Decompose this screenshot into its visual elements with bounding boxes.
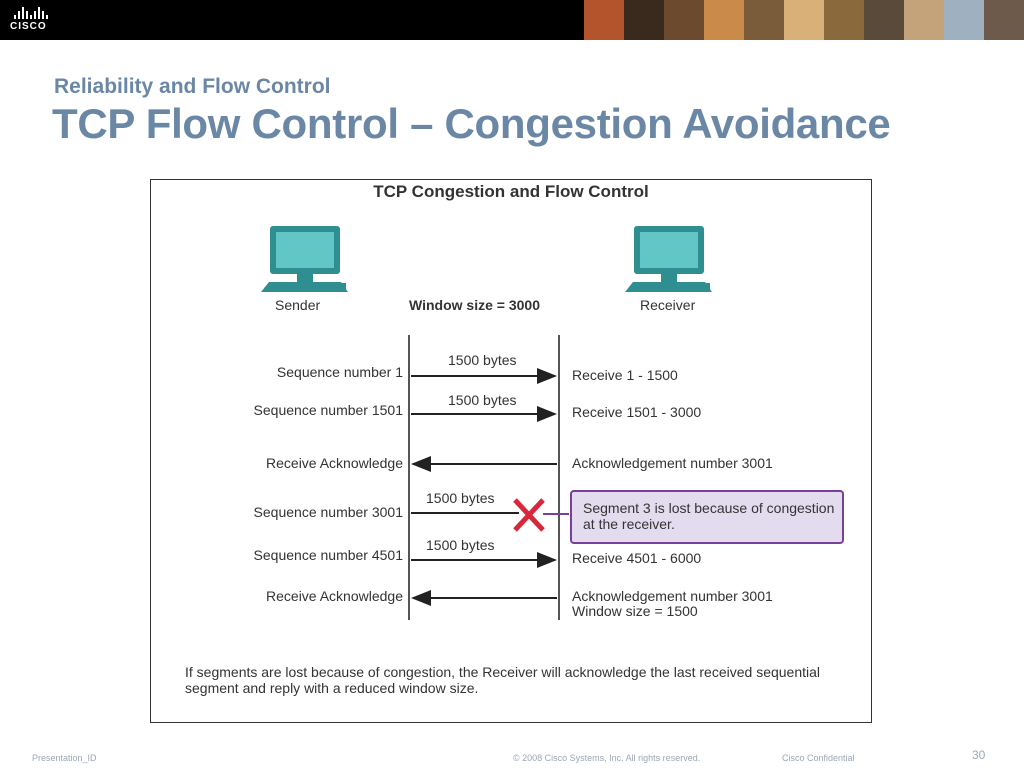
window-size-label: Window size = 3000	[409, 297, 540, 313]
arrow-label: 1500 bytes	[426, 490, 495, 506]
sender-label: Sender	[275, 297, 321, 313]
arrow-label: 1500 bytes	[448, 352, 517, 368]
header-photo	[864, 0, 904, 40]
lost-segment-callout	[570, 490, 844, 544]
sender-row-label: Receive Acknowledge	[266, 588, 403, 604]
cisco-logo	[10, 7, 60, 35]
diagram-footnote: If segments are lost because of congestion, the Receiver will acknowledge the last received sequential segment and reply with a reduced window size.	[185, 664, 821, 696]
diagram-graphics	[151, 180, 871, 722]
header-bar	[0, 0, 1024, 40]
sender-row-label: Sequence number 1501	[253, 402, 403, 418]
sender-row-label: Receive Acknowledge	[266, 455, 403, 471]
presentation-id: Presentation_ID	[32, 753, 97, 763]
cisco-bridge-icon	[14, 7, 60, 19]
receiver-row-label: Acknowledgement number 3001	[572, 455, 773, 471]
diagram-figure	[150, 179, 872, 723]
logo-text: CISCO	[10, 21, 47, 32]
sender-row-label: Sequence number 1	[276, 364, 403, 380]
receiver-row-label: Receive 1 - 1500	[572, 367, 678, 383]
receiver-computer-icon	[625, 226, 712, 292]
arrow-label: 1500 bytes	[448, 392, 517, 408]
arrow-label: 1500 bytes	[426, 537, 495, 553]
header-photo	[624, 0, 664, 40]
header-photo	[744, 0, 784, 40]
slide-subtitle: Reliability and Flow Control	[54, 75, 331, 98]
header-photo-strip	[584, 0, 1024, 40]
header-photo	[784, 0, 824, 40]
receiver-row-label: Acknowledgement number 3001	[572, 588, 773, 604]
confidential-label: Cisco Confidential	[782, 753, 855, 763]
sender-row-label: Sequence number 4501	[253, 547, 403, 563]
sender-computer-icon	[261, 226, 348, 292]
header-photo	[984, 0, 1024, 40]
slide-title: TCP Flow Control – Congestion Avoidance	[52, 100, 891, 147]
header-photo	[904, 0, 944, 40]
page-number: 30	[972, 748, 986, 762]
header-photo	[944, 0, 984, 40]
header-photo	[664, 0, 704, 40]
lost-x-icon	[515, 500, 543, 530]
window-size-reduced-label: Window size = 1500	[572, 603, 698, 619]
receiver-row-label: Receive 4501 - 6000	[572, 550, 702, 566]
header-photo	[584, 0, 624, 40]
header-photo	[824, 0, 864, 40]
receiver-label: Receiver	[640, 297, 696, 313]
sender-row-label: Sequence number 3001	[253, 504, 403, 520]
receiver-row-label: Receive 1501 - 3000	[572, 404, 702, 420]
header-photo	[704, 0, 744, 40]
diagram-title: TCP Congestion and Flow Control	[373, 182, 649, 201]
callout-text: Segment 3 is lost because of congestion at the receiver.	[583, 500, 835, 532]
copyright-notice: © 2008 Cisco Systems, Inc. All rights reserved.	[513, 753, 701, 763]
